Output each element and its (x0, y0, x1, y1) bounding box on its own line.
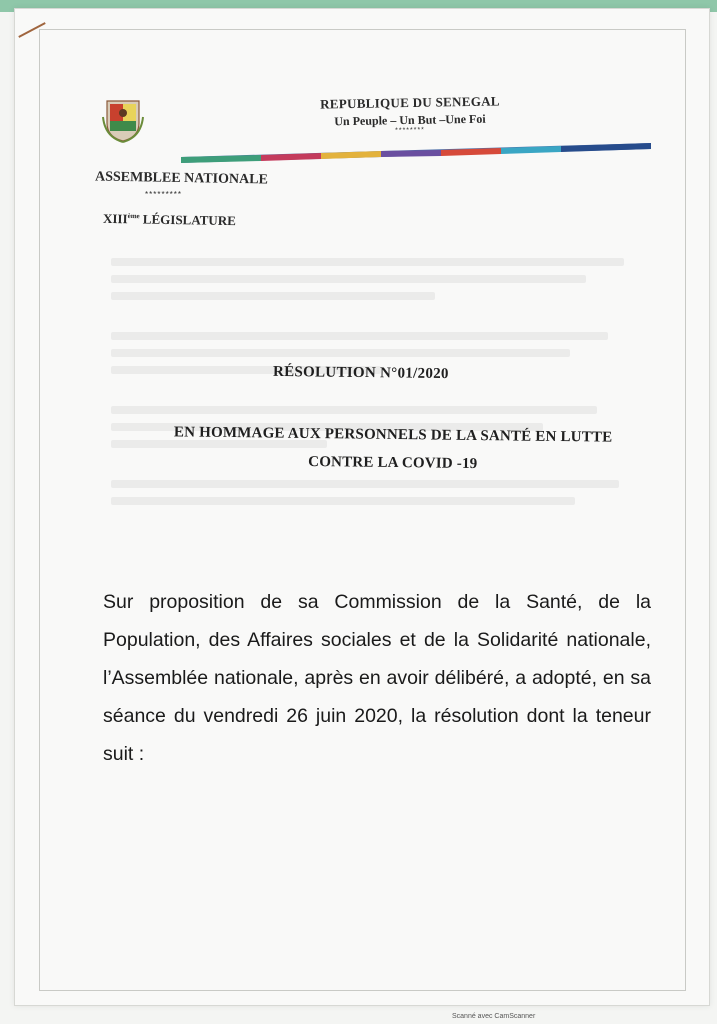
legislature-suffix: ème (127, 211, 140, 221)
resolution-subject (123, 418, 664, 481)
national-colors-stripe (181, 139, 651, 165)
legislature-numeral: XIII (102, 210, 128, 227)
legislature-label (103, 211, 236, 229)
scanner-watermark: Scanné avec CamScanner (452, 1013, 536, 1020)
institution-separator: ********* (145, 190, 183, 199)
motto-separator: ******** (395, 126, 425, 135)
national-motto: Un Peuple – Un But –Une Foi (334, 111, 486, 129)
senegal-coat-of-arms-icon (101, 97, 145, 143)
republic-title: REPUBLIQUE DU SENEGAL (320, 93, 500, 112)
document-page (14, 8, 710, 1006)
institution-name: ASSEMBLEE NATIONALE (94, 169, 268, 188)
subject-line-2: CONTRE LA COVID -19 (308, 453, 478, 473)
subject-line-1: EN HOMMAGE AUX PERSONNELS DE LA SANTÉ EN LUTTE (173, 424, 613, 446)
resolution-title: RÉSOLUTION N°01/2020 (272, 363, 449, 383)
legislature-word: LÉGISLATURE (142, 211, 236, 229)
resolution-body: Sur proposition de sa Commission de la Santé, de la Population, des Affaires sociales et de la Solidarité nationale, l’Assemblée nationale, après en avoir délibéré, a adopté, en sa séance du vendredi 26 juin 2020, la résolution dont la teneur suit : (103, 591, 651, 765)
